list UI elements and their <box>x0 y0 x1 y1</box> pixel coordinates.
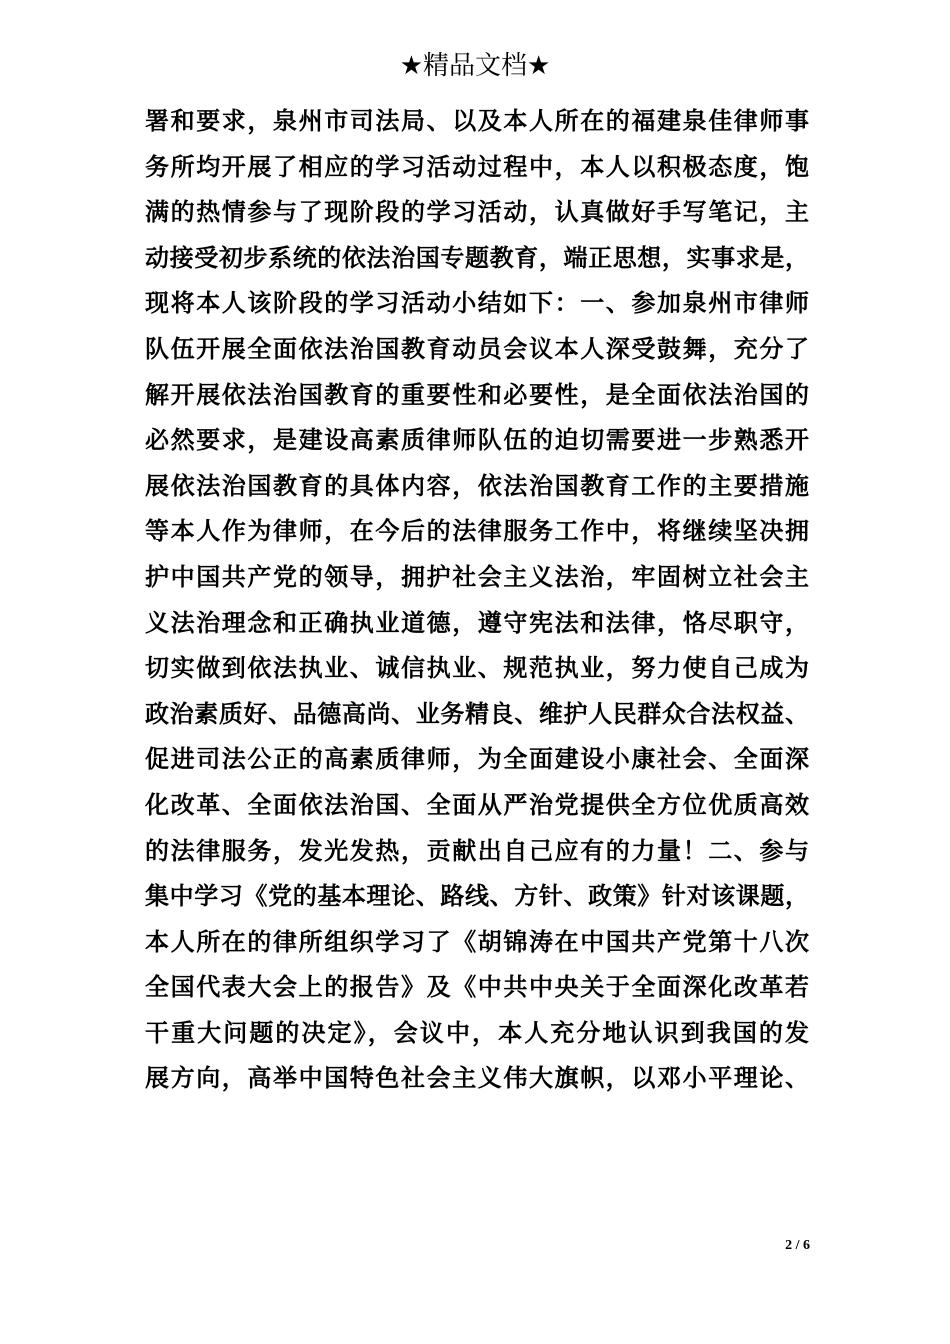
text-line: 促进司法公正的高素质律师，为全面建设小康社会、全面深 <box>145 744 809 774</box>
text-line: 切实做到依法执业、诚信执业、规范执业，努力使自己成为 <box>145 653 809 683</box>
text-line: 务所均开展了相应的学习活动过程中，本人以积极态度，饱 <box>145 151 809 181</box>
page-footer <box>700 1236 810 1256</box>
text-line: 解开展依法治国教育的重要性和必要性，是全面依法治国的 <box>145 379 809 409</box>
text-line: 集中学习《党的基本理论、路线、方针、政策》针对该课题， <box>145 881 809 911</box>
text-line: 满的热情参与了现阶段的学习活动，认真做好手写笔记，主 <box>145 197 809 227</box>
text-line: 化改革、全面依法治国、全面从严治党提供全方位优质高效 <box>145 789 809 819</box>
text-line: 动接受初步系统的依法治国专题教育，端正思想，实事求是， <box>145 242 809 272</box>
text-line: 干重大问题的决定》，会议中，本人充分地认识到我国的发 <box>145 1017 809 1047</box>
text-line: 本人所在的律所组织学习了《胡锦涛在中国共产党第十八次 <box>145 926 809 956</box>
document-header <box>0 46 950 86</box>
text-line: 全国代表大会上的报告》及《中共中央关于全面深化改革若 <box>145 972 809 1002</box>
text-line: 等本人作为律师，在今后的法律服务工作中，将继续坚决拥 <box>145 516 809 546</box>
text-line: 必然要求，是建设高素质律师队伍的迫切需要进一步熟悉开 <box>145 425 809 455</box>
text-line: 现将本人该阶段的学习活动小结如下：一、参加泉州市律师 <box>145 288 809 318</box>
text-line: 的法律服务，发光发热，贡献出自己应有的力量！二、参与 <box>145 835 809 865</box>
text-line: 队伍开展全面依法治国教育动员会议本人深受鼓舞，充分了 <box>145 333 809 363</box>
text-line: 展方向，高举中国特色社会主义伟大旗帜，以邓小平理论、 <box>145 1063 809 1093</box>
text-line: 护中国共产党的领导，拥护社会主义法治，牢固树立社会主 <box>145 561 809 591</box>
text-line: 展依法治国教育的具体内容，依法治国教育工作的主要措施 <box>145 470 809 500</box>
header-title: ★精品文档★ <box>399 51 551 81</box>
page-number: 2 / 6 <box>785 1238 810 1253</box>
text-line: 义法治理念和正确执业道德，遵守宪法和法律，恪尽职守， <box>145 607 809 637</box>
text-line: 署和要求，泉州市司法局、以及本人所在的福建泉佳律师事 <box>145 106 809 135</box>
text-line: 政治素质好、品德高尚、业务精良、维护人民群众合法权益、 <box>145 698 809 728</box>
document-body <box>145 98 809 1101</box>
